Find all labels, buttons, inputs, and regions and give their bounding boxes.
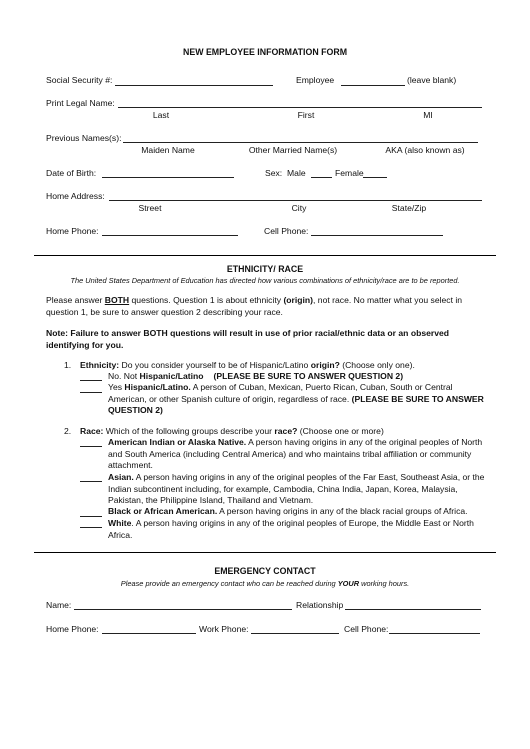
- female-field[interactable]: [363, 177, 387, 178]
- q2-number: 2.: [64, 426, 72, 436]
- instructions-paragraph: Please answer BOTH questions. Question 1 is about ethnicity (origin), not race. No matter what you select in question 1, be sure to answer question 2 describing your race.: [46, 295, 463, 317]
- form-title: NEW EMPLOYEE INFORMATION FORM: [182, 47, 348, 57]
- dob-label: Date of Birth:: [46, 168, 97, 178]
- legal-name-label: Print Legal Name:: [46, 98, 115, 108]
- male-label: Male: [287, 168, 306, 178]
- last-caption: Last: [152, 110, 170, 120]
- emergency-heading: EMERGENCY CONTACT: [214, 566, 316, 576]
- relationship-field[interactable]: [345, 609, 481, 610]
- emergency-work-phone-field[interactable]: [251, 633, 339, 634]
- q2-question: Race: Which of the following groups describe your race? (Choose one or more): [80, 426, 384, 436]
- q1-no-blank[interactable]: [80, 380, 102, 381]
- race-option-blank[interactable]: [80, 527, 102, 528]
- race-option-american-indian: American Indian or Alaska Native. A person having origins in any of the original peoples of North and South America (including Central America) and who maintains tribal affiliation or community attachment.: [108, 437, 483, 470]
- dob-field[interactable]: [102, 177, 234, 178]
- address-field[interactable]: [109, 200, 482, 201]
- race-option-blank[interactable]: [80, 446, 102, 447]
- sex-label: Sex:: [265, 168, 283, 178]
- race-option-blank[interactable]: [80, 516, 102, 517]
- section-divider: [34, 552, 496, 553]
- ethnicity-heading: ETHNICITY/ RACE: [226, 264, 304, 274]
- note-paragraph: Note: Failure to answer BOTH questions will result in use of prior racial/ethnic data or an observed identifying for you.: [46, 328, 450, 350]
- aka-caption: AKA (also known as): [385, 145, 465, 155]
- male-field[interactable]: [311, 177, 332, 178]
- street-caption: Street: [138, 203, 162, 213]
- emergency-home-phone-label: Home Phone:: [46, 624, 99, 634]
- previous-names-field[interactable]: [123, 142, 478, 143]
- employee-label: Employee: [296, 75, 335, 85]
- home-phone-label: Home Phone:: [46, 226, 99, 236]
- race-option-blank[interactable]: [80, 481, 102, 482]
- emergency-home-phone-field[interactable]: [102, 633, 196, 634]
- q1-yes-blank[interactable]: [80, 392, 102, 393]
- address-label: Home Address:: [46, 191, 105, 201]
- emergency-intro: Please provide an emergency contact who can be reached during YOUR working hours.: [120, 579, 410, 588]
- ethnicity-intro: The United States Department of Education has directed how various combinations of ethnicity/race are to be reported.: [70, 276, 460, 285]
- state-zip-caption: State/Zip: [391, 203, 427, 213]
- previous-names-label: Previous Names(s):: [46, 133, 122, 143]
- emergency-name-field[interactable]: [74, 609, 292, 610]
- legal-name-field[interactable]: [118, 107, 482, 108]
- q1-question: Ethnicity: Do you consider yourself to be of Hispanic/Latino origin? (Choose only one).: [80, 360, 415, 370]
- first-caption: First: [297, 110, 315, 120]
- q1-number: 1.: [64, 360, 72, 370]
- emergency-cell-phone-field[interactable]: [389, 633, 480, 634]
- employee-field[interactable]: [341, 85, 405, 86]
- maiden-caption: Maiden Name: [141, 145, 195, 155]
- q1-option-no: No. Not Hispanic/Latino (PLEASE BE SURE TO ANSWER QUESTION 2): [108, 371, 404, 381]
- emergency-name-label: Name:: [46, 600, 72, 610]
- other-married-caption: Other Married Name(s): [248, 145, 338, 155]
- cell-phone-label: Cell Phone:: [264, 226, 309, 236]
- relationship-label: Relationship: [296, 600, 344, 610]
- race-option-asian: Asian. A person having origins in any of the original peoples of the Far East, Southeast Asia, or the Indian subcontinent including, for example, Cambodia, China India, Japan, Korea, Malaysia, Pakistan, the Philippine Island, Thailand and Vietnam.: [108, 472, 485, 505]
- section-divider: [34, 255, 496, 256]
- mi-caption: MI: [423, 110, 433, 120]
- emergency-work-phone-label: Work Phone:: [199, 624, 249, 634]
- emergency-cell-phone-label: Cell Phone:: [344, 624, 389, 634]
- cell-phone-field[interactable]: [311, 235, 443, 236]
- ssn-label: Social Security #:: [46, 75, 113, 85]
- leave-blank-note: (leave blank): [407, 75, 457, 85]
- home-phone-field[interactable]: [102, 235, 238, 236]
- race-option-black: Black or African American. A person having origins in any of the black racial groups of Africa.: [108, 506, 468, 516]
- ssn-field[interactable]: [115, 85, 273, 86]
- female-label: Female: [335, 168, 364, 178]
- q1-option-yes: Yes Hispanic/Latino. A person of Cuban, Mexican, Puerto Rican, Cuban, South or Central American, or other Spanish culture of origin, regardless of race. (PLEASE BE SURE TO ANSWER QUESTION 2): [108, 382, 484, 415]
- race-option-white: White. A person having origins in any of the original peoples of Europe, the Middle East or North Africa.: [108, 518, 474, 540]
- city-caption: City: [291, 203, 307, 213]
